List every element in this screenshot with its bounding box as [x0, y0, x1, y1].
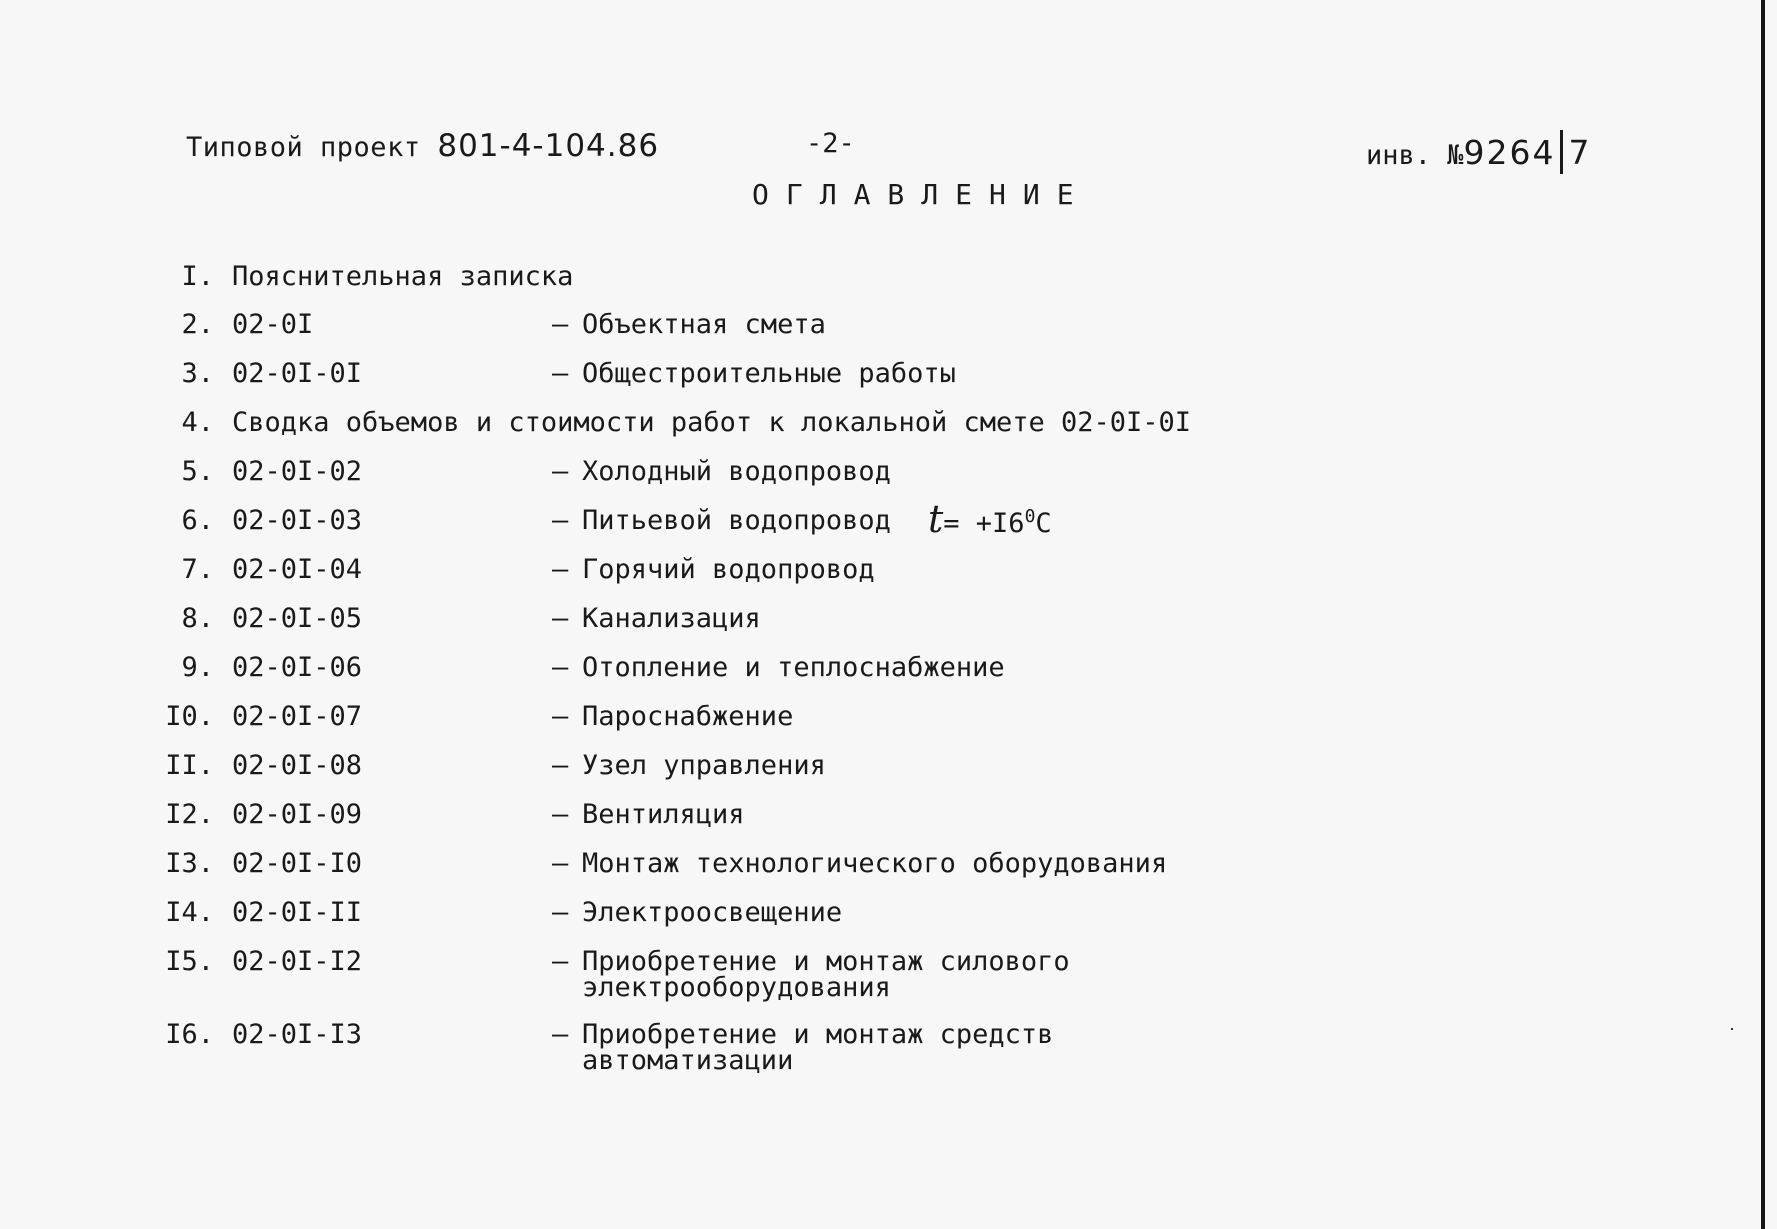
entry-code: 02-0I [232, 309, 314, 340]
entry-title: Узел управления [582, 750, 826, 781]
entry-title: Холодный водопровод [582, 456, 891, 487]
project-prefix: Типовой проект [186, 132, 421, 163]
inventory-divider [1560, 130, 1563, 174]
entry-title: Питьевой водопровод [582, 505, 891, 536]
entry-title: Вентиляция [582, 799, 745, 830]
temperature-note [928, 497, 1052, 541]
entry-code: 02-0I-04 [232, 554, 363, 585]
entry-description [552, 701, 794, 732]
entry-title: Приобретение и монтаж силового [582, 946, 1070, 977]
entry-title: Канализация [582, 603, 761, 634]
entry-number: 3. [181, 358, 214, 389]
temperature-value: = +I6 [943, 508, 1025, 539]
entry-code: 02-0I-06 [232, 652, 363, 683]
entry-number: 5. [181, 456, 214, 487]
entry-number: 4. [181, 407, 214, 438]
entry-dash: – [552, 1019, 569, 1050]
entry-title: Сводка объемов и стоимости работ к локальной смете 02-0I-0I [232, 407, 1192, 438]
entry-number: II. [165, 750, 214, 781]
entry-number: I4. [165, 897, 214, 928]
entry-description [552, 309, 826, 340]
entry-code: 02-0I-07 [232, 701, 363, 732]
project-header [186, 128, 659, 164]
entry-code: 02-0I-I2 [232, 946, 363, 977]
entry-code: 02-0I-09 [232, 799, 363, 830]
entry-number: 2. [181, 309, 214, 340]
entry-title: Пояснительная записка [232, 261, 574, 292]
entry-description [552, 1019, 1054, 1076]
entry-title: Горячий водопровод [582, 554, 875, 585]
entry-dash: – [552, 701, 569, 732]
entry-code: 02-0I-03 [232, 505, 363, 536]
entry-title: Электроосвещение [582, 897, 843, 928]
inventory-sheet: 7 [1568, 133, 1592, 172]
entry-code: 02-0I-0I [232, 358, 363, 389]
temperature-unit: C [1035, 508, 1052, 539]
entry-description [552, 603, 761, 634]
entry-description [552, 358, 956, 389]
entry-code: 02-0I-II [232, 897, 363, 928]
entry-title: Общестроительные работы [582, 358, 956, 389]
degree-mark: 0 [1024, 506, 1036, 527]
inventory-header [1366, 130, 1592, 174]
entry-number: I5. [165, 946, 214, 977]
temperature-symbol: t [928, 497, 944, 541]
entry-dash: – [552, 897, 569, 928]
entry-dash: – [552, 554, 569, 585]
entry-dash: – [552, 603, 569, 634]
entry-dash: – [552, 848, 569, 879]
page-number: -2- [806, 128, 855, 159]
entry-dash: – [552, 358, 569, 389]
entry-number: I2. [165, 799, 214, 830]
entry-description [552, 456, 891, 487]
entry-description [552, 799, 745, 830]
entry-dash: – [552, 505, 569, 536]
entry-dash: – [552, 946, 569, 977]
entry-code: 02-0I-I3 [232, 1019, 363, 1050]
entry-description [552, 554, 875, 585]
project-number: 801-4-104.86 [437, 128, 660, 164]
entry-title: Объектная смета [582, 309, 826, 340]
entry-description [552, 652, 1005, 683]
toc-title: ОГЛАВЛЕНИЕ [752, 178, 1091, 211]
entry-dash: – [552, 750, 569, 781]
entry-title-continuation: электрооборудования [582, 972, 891, 1003]
entry-title-continuation: автоматизации [582, 1045, 794, 1076]
entry-number: 7. [181, 554, 214, 585]
entry-dash: – [552, 309, 569, 340]
entry-dash: – [552, 652, 569, 683]
entry-dash: – [552, 799, 569, 830]
entry-number: 6. [181, 505, 214, 536]
entry-title: Приобретение и монтаж средств [582, 1019, 1054, 1050]
entry-code: 02-0I-I0 [232, 848, 363, 879]
entry-number: 9. [181, 652, 214, 683]
inventory-number: 9264 [1463, 133, 1556, 172]
entry-description [552, 505, 891, 536]
entry-code: 02-0I-05 [232, 603, 363, 634]
entry-description [552, 897, 843, 928]
entry-number: I3. [165, 848, 214, 879]
inventory-prefix: инв. № [1366, 140, 1464, 171]
entry-number: I6. [165, 1019, 214, 1050]
entry-description [552, 750, 826, 781]
entry-code: 02-0I-02 [232, 456, 363, 487]
entry-title: Отопление и теплоснабжение [582, 652, 1005, 683]
entry-number: 8. [181, 603, 214, 634]
entry-title: Монтаж технологического оборудования [582, 848, 1168, 879]
entry-number: I0. [165, 701, 214, 732]
entry-dash: – [552, 456, 569, 487]
entry-code: 02-0I-08 [232, 750, 363, 781]
entry-title: Пароснабжение [582, 701, 794, 732]
entry-number: I. [181, 261, 214, 292]
entry-description [552, 946, 1070, 1003]
scan-speck [1731, 1028, 1733, 1030]
page-edge-line [1761, 0, 1765, 1229]
entry-description [552, 848, 1168, 879]
